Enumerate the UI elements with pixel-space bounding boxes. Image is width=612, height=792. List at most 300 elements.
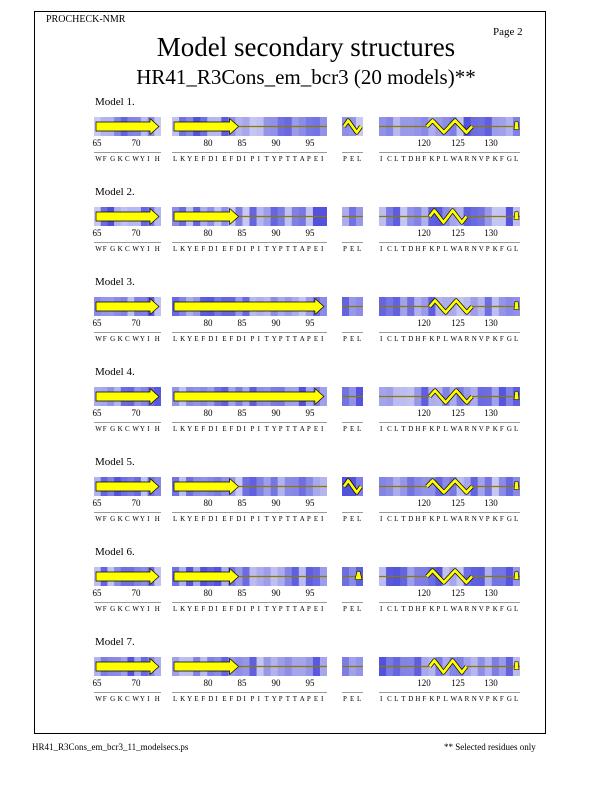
residue-letter: H (415, 245, 421, 253)
residue-number: 70 (131, 408, 141, 418)
residue-letter: P (278, 245, 283, 253)
residue-letter: I (243, 605, 246, 613)
residue-letter: P (250, 695, 255, 703)
residue-letter: W (95, 335, 102, 343)
residue-letter: V (478, 425, 484, 433)
residue-letter: F (499, 335, 504, 343)
residue-letter: E (313, 335, 319, 343)
residue-letter: I (243, 695, 246, 703)
residue-letter: K (492, 515, 498, 523)
segment-track (172, 657, 327, 676)
residue-letter: L (443, 425, 448, 433)
residue-letter: K (117, 335, 123, 343)
residue-letter: I (215, 515, 218, 523)
residue-axis (0, 408, 612, 420)
residue-letter: I (215, 245, 218, 253)
residue-letter: T (285, 695, 291, 703)
segment-track (379, 567, 520, 586)
residue-letter: T (292, 245, 298, 253)
residue-letter: C (387, 425, 392, 433)
page-title: Model secondary structures (156, 32, 456, 62)
residue-number: 65 (92, 498, 102, 508)
residue-letter: P (250, 425, 255, 433)
residue-letter: L (394, 245, 399, 253)
residue-letter: W (132, 515, 139, 523)
residue-letter: I (321, 155, 324, 163)
residue-number: 85 (237, 228, 247, 238)
residue-number: 70 (131, 588, 141, 598)
residue-number: 70 (131, 138, 141, 148)
sequence-rule (342, 512, 363, 513)
residue-letter: P (343, 515, 347, 523)
residue-letter: Y (187, 155, 193, 163)
residue-letter: C (125, 605, 130, 613)
residue-number: 125 (451, 498, 465, 508)
residue-letter: F (229, 425, 234, 433)
residue-letter: F (201, 425, 206, 433)
segment-track (94, 477, 161, 496)
model-panel (0, 366, 612, 456)
residue-letter: E (313, 155, 319, 163)
segment-track (94, 387, 161, 406)
residue-letter: I (147, 425, 150, 433)
residue-number: 125 (451, 318, 465, 328)
residue-number: 70 (131, 498, 141, 508)
sequence-rule (342, 602, 363, 603)
residue-letter: K (180, 155, 186, 163)
residue-letter: L (357, 335, 362, 343)
residue-number: 85 (237, 678, 247, 688)
residue-number: 85 (237, 138, 247, 148)
residue-letter: I (257, 425, 260, 433)
residue-letter: E (222, 245, 227, 253)
residue-letter: K (117, 245, 123, 253)
residue-letter: T (292, 695, 298, 703)
residue-letter: E (350, 425, 355, 433)
residue-letter: F (102, 425, 107, 433)
residue-letter: L (173, 155, 178, 163)
residue-letter: C (125, 515, 130, 523)
residue-letter: W (450, 695, 458, 703)
residue-letter: W (95, 155, 102, 163)
residue-number: 120 (417, 408, 431, 418)
residue-letter: H (415, 335, 421, 343)
segment-track (379, 477, 520, 496)
residue-number: 65 (92, 228, 102, 238)
residue-letter: A (457, 335, 463, 343)
residue-letter: T (264, 515, 269, 523)
residue-letter: K (429, 695, 435, 703)
residue-number: 70 (131, 678, 141, 688)
residue-letter: W (95, 695, 102, 703)
sequence-rule (172, 152, 327, 153)
residue-letter: E (222, 695, 227, 703)
residue-letter: D (236, 425, 242, 433)
residue-letter: R (464, 695, 470, 703)
residue-number: 120 (417, 588, 431, 598)
residue-number: 95 (305, 408, 315, 418)
residue-letter: R (464, 335, 470, 343)
residue-letter: D (236, 605, 242, 613)
residue-letter: T (292, 155, 298, 163)
residue-letter: L (443, 695, 448, 703)
residue-letter: T (285, 335, 291, 343)
residue-letter: F (201, 605, 206, 613)
residue-letter: A (299, 335, 305, 343)
residue-letter: E (222, 605, 227, 613)
residue-letter: L (514, 515, 519, 523)
residue-letter: C (125, 245, 130, 253)
residue-letter: G (110, 695, 116, 703)
residue-letter: V (478, 155, 484, 163)
residue-number: 70 (131, 228, 141, 238)
residue-letter: L (514, 155, 519, 163)
residue-letter: R (464, 605, 470, 613)
sequence-rule (172, 692, 327, 693)
residue-letter: F (499, 695, 504, 703)
residue-letter: L (443, 605, 448, 613)
residue-letter: I (380, 335, 383, 343)
residue-letter: Y (187, 605, 193, 613)
residue-letter: E (222, 155, 227, 163)
sequence-rule (379, 242, 520, 243)
residue-letter: F (102, 605, 107, 613)
residue-letter: Y (271, 155, 277, 163)
residue-axis (0, 678, 612, 690)
residue-letter: T (401, 335, 406, 343)
model-panel (0, 546, 612, 636)
residue-letter: I (321, 245, 324, 253)
residue-letter: E (194, 425, 199, 433)
model-label: Model 4. (95, 366, 135, 378)
residue-letter: Y (139, 155, 145, 163)
residue-letter: V (478, 335, 484, 343)
residue-letter: E (194, 335, 199, 343)
residue-letter: P (485, 515, 490, 523)
sequence-rule (379, 602, 520, 603)
residue-letter: P (278, 155, 283, 163)
residue-letter: E (194, 605, 199, 613)
residue-letter: H (415, 605, 421, 613)
model-panel (0, 636, 612, 726)
residue-letter: P (250, 155, 255, 163)
residue-letter: I (147, 245, 150, 253)
residue-letter: K (117, 605, 123, 613)
residue-letter: F (422, 425, 427, 433)
residue-letter: P (250, 245, 255, 253)
residue-letter: W (132, 605, 139, 613)
residue-letter: K (180, 515, 186, 523)
residue-letter: T (401, 155, 406, 163)
residue-letter: K (117, 425, 123, 433)
residue-letter: F (201, 155, 206, 163)
residue-number: 95 (305, 138, 315, 148)
residue-number: 130 (484, 228, 498, 238)
residue-number: 130 (484, 318, 498, 328)
segment-track (379, 387, 520, 406)
residue-letter: G (506, 695, 512, 703)
residue-letter: F (499, 515, 504, 523)
model-panel (0, 96, 612, 186)
residue-number: 90 (271, 408, 281, 418)
model-panel (0, 186, 612, 276)
residue-letter: I (257, 515, 260, 523)
segment-track (342, 477, 363, 496)
residue-letter: K (492, 155, 498, 163)
segment-track (172, 567, 327, 586)
sequence-rule (94, 332, 161, 333)
residue-letter: P (278, 335, 283, 343)
residue-letter: N (471, 245, 477, 253)
residue-letter: T (264, 425, 269, 433)
residue-letter: Y (187, 695, 193, 703)
residue-letter: G (506, 155, 512, 163)
residue-letter: Y (271, 605, 277, 613)
residue-letter: C (125, 695, 130, 703)
residue-letter: I (321, 425, 324, 433)
residue-letter: F (422, 245, 427, 253)
residue-letter: E (222, 515, 227, 523)
residue-letter: H (154, 425, 160, 433)
footer-filename: HR41_R3Cons_em_bcr3_11_modelsecs.ps (32, 742, 189, 752)
sequence-rule (94, 512, 161, 513)
residue-letter: F (229, 155, 234, 163)
residue-letter: F (499, 155, 504, 163)
residue-letter: G (506, 605, 512, 613)
residue-letter: C (387, 605, 392, 613)
residue-letter: I (147, 605, 150, 613)
sequence-rule (94, 692, 161, 693)
residue-number: 90 (271, 498, 281, 508)
residue-letter: K (117, 695, 123, 703)
residue-letter: P (436, 695, 441, 703)
residue-letter: L (394, 425, 399, 433)
residue-letter: E (313, 695, 319, 703)
residue-letter: T (285, 515, 291, 523)
residue-letter: E (194, 245, 199, 253)
residue-letter: F (229, 695, 234, 703)
model-label: Model 7. (95, 636, 135, 648)
residue-letter: G (110, 425, 116, 433)
residue-number: 95 (305, 678, 315, 688)
residue-letter: H (415, 155, 421, 163)
residue-letter: F (499, 425, 504, 433)
residue-letter: P (436, 335, 441, 343)
residue-letter: P (485, 425, 490, 433)
residue-letter: F (422, 695, 427, 703)
residue-letter: E (222, 335, 227, 343)
residue-number: 65 (92, 588, 102, 598)
residue-letter: I (380, 515, 383, 523)
residue-letter: P (436, 425, 441, 433)
residue-number: 65 (92, 138, 102, 148)
model-label: Model 3. (95, 276, 135, 288)
residue-letter: I (321, 695, 324, 703)
segment-track (94, 567, 161, 586)
residue-letter: K (492, 245, 498, 253)
residue-letter: W (95, 605, 102, 613)
residue-letter: L (173, 335, 178, 343)
residue-letter: I (147, 335, 150, 343)
residue-letter: K (429, 425, 435, 433)
residue-letter: L (514, 425, 519, 433)
model-label: Model 6. (95, 546, 135, 558)
residue-letter: W (450, 245, 458, 253)
residue-letter: F (422, 515, 427, 523)
residue-letter: K (180, 695, 186, 703)
residue-letter: G (506, 425, 512, 433)
residue-letter: Y (139, 695, 145, 703)
residue-letter: L (357, 605, 362, 613)
residue-letter: P (485, 155, 490, 163)
sequence-rule (94, 602, 161, 603)
residue-letter: D (208, 335, 214, 343)
residue-letter: L (357, 155, 362, 163)
residue-letter: A (299, 605, 305, 613)
residue-letter: Y (187, 425, 193, 433)
residue-letter: G (110, 155, 116, 163)
residue-letter: T (285, 245, 291, 253)
residue-letter: L (394, 605, 399, 613)
residue-letter: D (236, 695, 242, 703)
residue-letter: D (236, 515, 242, 523)
residue-letter: Y (187, 245, 193, 253)
residue-letter: L (514, 695, 519, 703)
residue-letter: T (401, 425, 406, 433)
residue-letter: D (236, 245, 242, 253)
residue-letter: D (208, 155, 214, 163)
segment-track (342, 387, 363, 406)
residue-letter: E (350, 515, 355, 523)
residue-axis (0, 318, 612, 330)
residue-letter: D (408, 605, 414, 613)
residue-letter: T (285, 425, 291, 433)
residue-letter: W (450, 515, 458, 523)
segment-track (172, 297, 327, 316)
residue-letter: D (208, 605, 214, 613)
residue-letter: E (222, 425, 227, 433)
residue-letter: Y (139, 245, 145, 253)
residue-number: 90 (271, 228, 281, 238)
residue-letter: F (229, 515, 234, 523)
residue-letter: D (408, 335, 414, 343)
residue-letter: I (257, 245, 260, 253)
residue-number: 90 (271, 138, 281, 148)
residue-letter: P (343, 605, 347, 613)
residue-letter: K (429, 155, 435, 163)
segment-track (379, 207, 520, 226)
residue-letter: T (292, 605, 298, 613)
residue-letter: I (147, 515, 150, 523)
residue-number: 125 (451, 408, 465, 418)
residue-letter: G (506, 335, 512, 343)
residue-letter: T (292, 425, 298, 433)
residue-letter: P (278, 695, 283, 703)
residue-letter: D (408, 245, 414, 253)
residue-letter: Y (271, 245, 277, 253)
residue-letter: E (350, 155, 355, 163)
residue-letter: A (457, 695, 463, 703)
residue-letter: L (173, 605, 178, 613)
residue-letter: F (422, 605, 427, 613)
residue-letter: I (257, 695, 260, 703)
residue-letter: K (117, 155, 123, 163)
residue-letter: I (257, 605, 260, 613)
sequence-rule (172, 332, 327, 333)
page-number: Page 2 (493, 26, 523, 38)
page-subtitle: HR41_R3Cons_em_bcr3 (20 models)** (136, 65, 476, 89)
residue-letter: T (264, 335, 269, 343)
residue-letter: L (514, 335, 519, 343)
residue-number: 120 (417, 318, 431, 328)
residue-letter: W (95, 515, 102, 523)
residue-letter: W (132, 245, 139, 253)
residue-letter: C (387, 695, 392, 703)
residue-letter: A (299, 515, 305, 523)
segment-track (94, 117, 161, 136)
residue-letter: L (443, 515, 448, 523)
residue-number: 95 (305, 228, 315, 238)
residue-letter: P (485, 605, 490, 613)
residue-number: 80 (203, 678, 213, 688)
residue-letter: A (299, 425, 305, 433)
residue-letter: F (422, 155, 427, 163)
residue-letter: P (485, 695, 490, 703)
residue-letter: Y (271, 425, 277, 433)
segment-track (342, 117, 363, 136)
residue-letter: G (110, 605, 116, 613)
residue-letter: T (401, 695, 406, 703)
residue-letter: F (102, 515, 107, 523)
residue-letter: P (436, 245, 441, 253)
residue-letter: F (102, 695, 107, 703)
residue-letter: K (180, 245, 186, 253)
residue-number: 85 (237, 498, 247, 508)
residue-number: 120 (417, 228, 431, 238)
residue-letter: I (321, 335, 324, 343)
residue-letter: P (343, 425, 347, 433)
segment-track (94, 657, 161, 676)
segment-track (172, 477, 327, 496)
residue-number: 130 (484, 678, 498, 688)
residue-letter: P (306, 515, 311, 523)
residue-letter: V (478, 515, 484, 523)
model-panel (0, 276, 612, 366)
residue-letter: A (299, 245, 305, 253)
residue-letter: F (229, 605, 234, 613)
residue-letter: T (264, 605, 269, 613)
sequence-rule (342, 242, 363, 243)
residue-letter: I (243, 335, 246, 343)
residue-axis (0, 498, 612, 510)
residue-number: 80 (203, 228, 213, 238)
residue-letter: W (450, 155, 458, 163)
residue-letter: P (306, 605, 311, 613)
residue-letter: P (306, 335, 311, 343)
residue-letter: N (471, 425, 477, 433)
residue-letter: T (401, 605, 406, 613)
model-label: Model 2. (95, 186, 135, 198)
residue-letter: T (264, 155, 269, 163)
residue-number: 85 (237, 588, 247, 598)
residue-letter: D (408, 515, 414, 523)
residue-letter: Y (139, 605, 145, 613)
residue-letter: K (492, 695, 498, 703)
sequence-rule (94, 242, 161, 243)
residue-letter: F (499, 605, 504, 613)
segment-track (172, 387, 327, 406)
residue-letter: I (380, 155, 383, 163)
